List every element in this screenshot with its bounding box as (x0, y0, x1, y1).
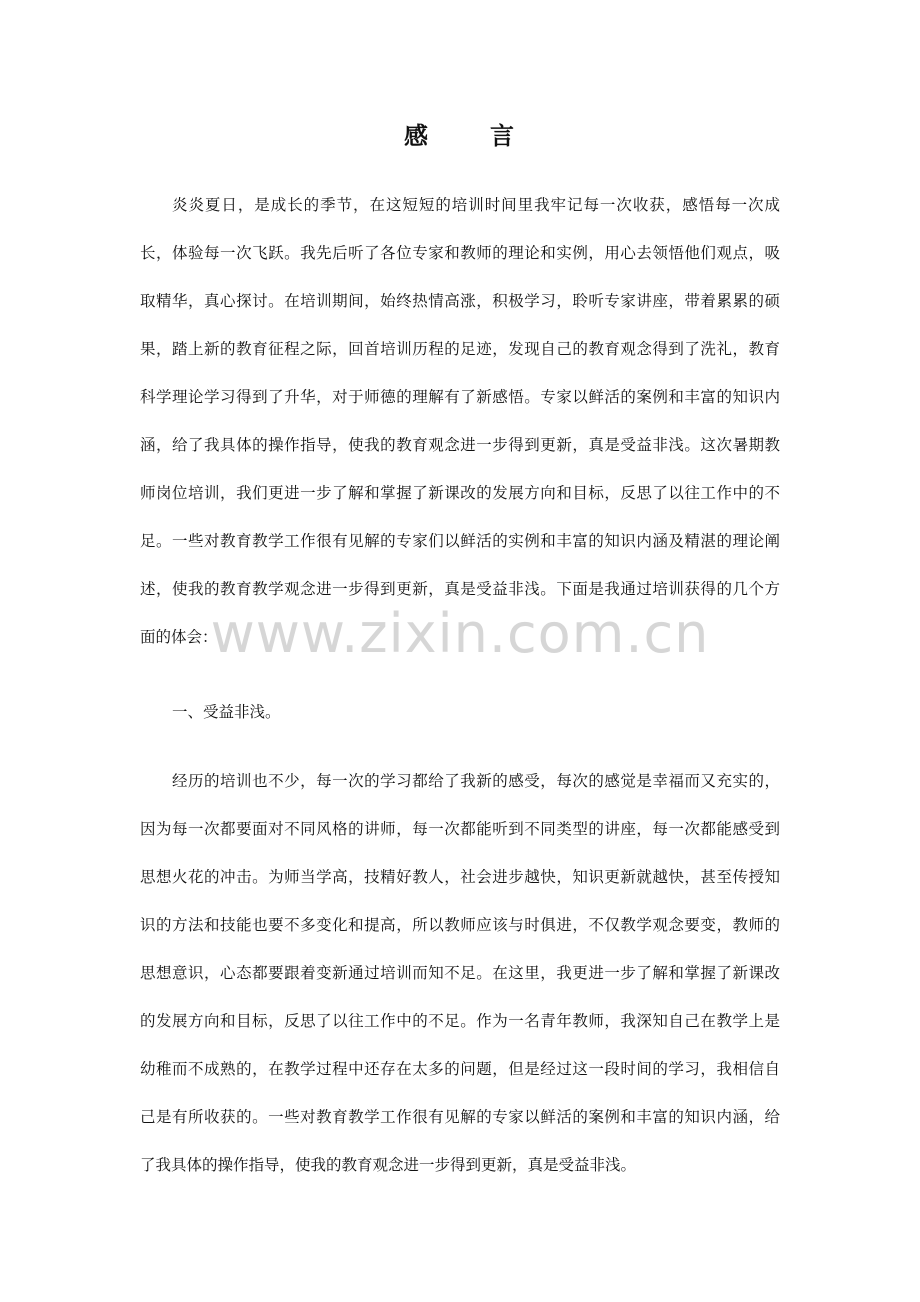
page-title (0, 116, 920, 151)
paragraph-1-line: 述，使我的教育教学观念进一步得到更新，真是受益非浅。下面是我通过培训获得的几个方 (140, 580, 780, 598)
paragraph-1-line: 涵，给了我具体的操作指导，使我的教育观念进一步得到更新，真是受益非浅。这次暑期教 (140, 436, 780, 454)
paragraph-2-line: 思想意识，心态都要跟着变新通过培训而知不足。在这里，我更进一步了解和掌握了新课改 (140, 964, 780, 982)
paragraph-1-line: 炎炎夏日，是成长的季节，在这短短的培训时间里我牢记每一次收获，感悟每一次成 (172, 196, 780, 214)
title-char-1: 感 (404, 121, 430, 150)
paragraph-2-line: 己是有所收获的。一些对教育教学工作很有见解的专家以鲜活的案例和丰富的知识内涵，给 (140, 1108, 780, 1126)
paragraph-2-line: 因为每一次都要面对不同风格的讲师，每一次都能听到不同类型的讲座，每一次都能感受到 (140, 820, 780, 838)
paragraph-2-line: 识的方法和技能也要不多变化和提高，所以教师应该与时俱进，不仅教学观念要变，教师的 (140, 916, 780, 934)
paragraph-2-line: 幼稚而不成熟的，在教学过程中还存在太多的问题，但是经过这一段时间的学习，我相信自 (140, 1060, 780, 1078)
paragraph-2-line: 思想火花的冲击。为师当学高，技精好教人，社会进步越快，知识更新就越快，甚至传授知 (140, 868, 780, 886)
paragraph-1-line: 面的体会： (140, 628, 218, 646)
paragraph-1-line: 取精华，真心探讨。在培训期间，始终热情高涨，积极学习，聆听专家讲座，带着累累的硕 (140, 292, 780, 310)
paragraph-1-line: 师岗位培训，我们更进一步了解和掌握了新课改的发展方向和目标，反思了以往工作中的不 (140, 484, 780, 502)
section-heading: 一、受益非浅。 (172, 703, 281, 721)
paragraph-1-line: 科学理论学习得到了升华，对于师德的理解有了新感悟。专家以鲜活的案例和丰富的知识内 (140, 388, 780, 406)
paragraph-1-line: 果，踏上新的教育征程之际，回首培训历程的足迹，发现自己的教育观念得到了洗礼，教育 (140, 340, 780, 358)
paragraph-2-line: 了我具体的操作指导，使我的教育观念进一步得到更新，真是受益非浅。 (140, 1156, 637, 1174)
paragraph-1-line: 足。一些对教育教学工作很有见解的专家们以鲜活的实例和丰富的知识内涵及精湛的理论阐 (140, 532, 780, 550)
paragraph-1-line: 长，体验每一次飞跃。我先后听了各位专家和教师的理论和实例，用心去领悟他们观点，吸 (140, 244, 780, 262)
paragraph-2-line: 经历的培训也不少，每一次的学习都给了我新的感受，每次的感觉是幸福而又充实的， (172, 772, 780, 790)
paragraph-2-line: 的发展方向和目标，反思了以往工作中的不足。作为一名青年教师，我深知自己在教学上是 (140, 1012, 780, 1030)
watermark: www.zixin.com.cn (210, 602, 710, 665)
title-char-2: 言 (490, 121, 516, 150)
